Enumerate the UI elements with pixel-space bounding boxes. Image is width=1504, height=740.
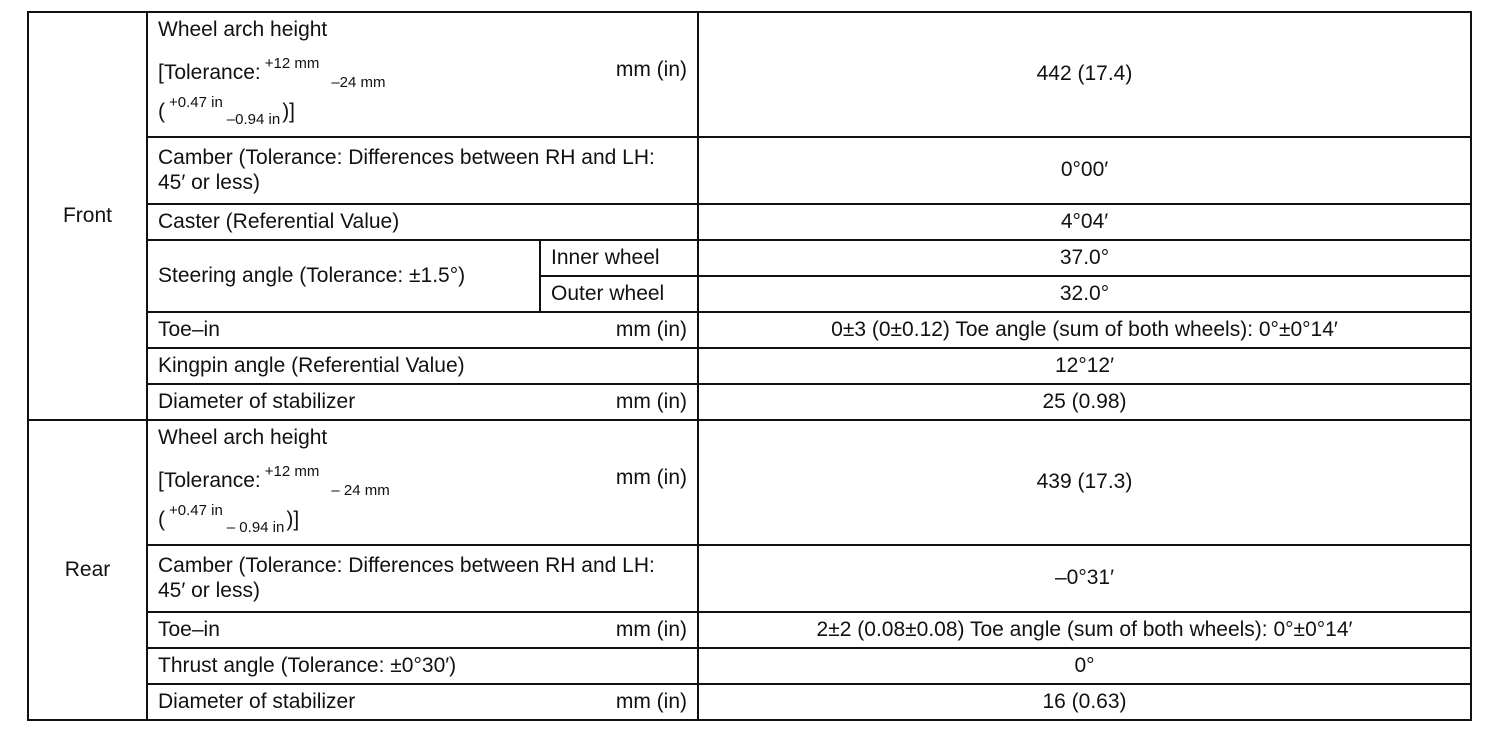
- front-steering-inner-value: 37.0°: [698, 240, 1471, 276]
- rear-thrust-value: 0°: [698, 648, 1471, 684]
- front-wheel-arch-tolerance-in: [158, 93, 296, 128]
- tolerance-plus-mm: +12 mm: [264, 54, 320, 72]
- unit-label: mm (in): [615, 689, 687, 713]
- tolerance-plus-in: +0.47 in: [169, 93, 223, 111]
- front-steering-label: Steering angle (Tolerance: ±1.5°): [147, 240, 540, 312]
- rear-toe-in-value: 2±2 (0.08±0.08) Toe angle (sum of both wheels): 0°±0°14′: [698, 612, 1471, 648]
- table-row: [28, 312, 1471, 348]
- tolerance-plus-in: +0.47 in: [169, 501, 223, 519]
- rear-stabilizer-label: Diameter of stabilizer: [158, 689, 356, 713]
- tolerance-in-open: (: [158, 99, 165, 123]
- front-wheel-arch-title: Wheel arch height: [158, 17, 328, 41]
- front-camber-label: Camber (Tolerance: Differences between RH and LH: 45′ or less): [147, 137, 698, 204]
- front-steering-inner-label: Inner wheel: [540, 240, 698, 276]
- rear-stabilizer-label-cell: [147, 684, 698, 720]
- unit-label: mm (in): [615, 617, 687, 641]
- front-toe-in-label-cell: [147, 312, 698, 348]
- rear-camber-label: Camber (Tolerance: Differences between RH and LH: 45′ or less): [147, 545, 698, 612]
- table-row: [28, 204, 1471, 240]
- front-kingpin-value: 12°12′: [698, 348, 1471, 384]
- front-stabilizer-value: 25 (0.98): [698, 384, 1471, 420]
- front-toe-in-value: 0±3 (0±0.12) Toe angle (sum of both wheels): 0°±0°14′: [698, 312, 1471, 348]
- table-row: [28, 545, 1471, 612]
- tolerance-in-open: (: [158, 507, 165, 531]
- front-wheel-arch-value: 442 (17.4): [698, 12, 1471, 137]
- tolerance-prefix: [Tolerance:: [158, 468, 261, 492]
- rear-wheel-arch-value: 439 (17.3): [698, 420, 1471, 545]
- unit-label: mm (in): [615, 317, 687, 341]
- front-steering-outer-label: Outer wheel: [540, 276, 698, 312]
- tolerance-minus-in: – 0.94 in: [226, 518, 285, 536]
- front-caster-label: Caster (Referential Value): [147, 204, 698, 240]
- rear-wheel-arch-tolerance-mm: [158, 462, 390, 499]
- table-row: [28, 384, 1471, 420]
- section-front-label: Front: [28, 12, 147, 420]
- table-row: [28, 420, 1471, 545]
- tolerance-in-close: )]: [282, 99, 296, 123]
- front-steering-outer-value: 32.0°: [698, 276, 1471, 312]
- table-row: [28, 12, 1471, 137]
- table-row: [28, 684, 1471, 720]
- table-row: [28, 348, 1471, 384]
- wheel-alignment-spec-table: [27, 11, 1472, 721]
- front-kingpin-label: Kingpin angle (Referential Value): [147, 348, 698, 384]
- tolerance-minus-mm: –24 mm: [331, 73, 386, 91]
- table-row: [28, 240, 1471, 276]
- front-camber-value: 0°00′: [698, 137, 1471, 204]
- unit-label: mm (in): [615, 57, 687, 81]
- rear-toe-in-label-cell: [147, 612, 698, 648]
- section-rear-label: Rear: [28, 420, 147, 720]
- front-wheel-arch-label-cell: [147, 12, 698, 137]
- tolerance-minus-mm: – 24 mm: [331, 481, 390, 499]
- rear-wheel-arch-title: Wheel arch height: [158, 425, 328, 449]
- front-caster-value: 4°04′: [698, 204, 1471, 240]
- front-toe-in-label: Toe–in: [158, 317, 220, 341]
- rear-toe-in-label: Toe–in: [158, 617, 220, 641]
- rear-wheel-arch-tolerance-in: [158, 501, 300, 536]
- front-wheel-arch-tolerance-mm: [158, 54, 386, 91]
- rear-thrust-label: Thrust angle (Tolerance: ±0°30′): [147, 648, 698, 684]
- rear-camber-value: –0°31′: [698, 545, 1471, 612]
- rear-wheel-arch-label-cell: [147, 420, 698, 545]
- rear-stabilizer-value: 16 (0.63): [698, 684, 1471, 720]
- tolerance-plus-mm: +12 mm: [264, 462, 320, 480]
- table-row: [28, 612, 1471, 648]
- table-row: [28, 648, 1471, 684]
- tolerance-minus-in: –0.94 in: [226, 110, 281, 128]
- unit-label: mm (in): [615, 465, 687, 489]
- table-row: [28, 137, 1471, 204]
- front-stabilizer-label-cell: [147, 384, 698, 420]
- unit-label: mm (in): [615, 389, 687, 413]
- front-stabilizer-label: Diameter of stabilizer: [158, 389, 356, 413]
- tolerance-in-close: )]: [286, 507, 300, 531]
- tolerance-prefix: [Tolerance:: [158, 60, 261, 84]
